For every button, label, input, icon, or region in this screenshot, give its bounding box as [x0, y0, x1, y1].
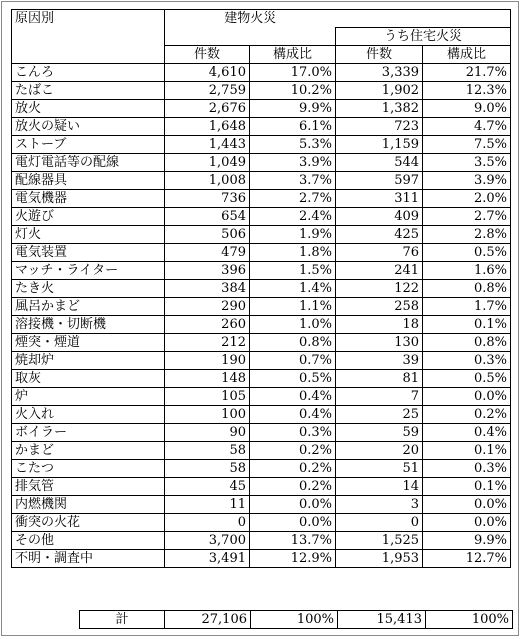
cause-cell: 排気管 [12, 478, 165, 496]
res-count-cell: 1,159 [336, 136, 423, 154]
ratio-cell: 12.9% [250, 550, 336, 568]
res-ratio-cell: 0.8% [423, 334, 511, 352]
table-row [12, 388, 511, 406]
cause-cell: ボイラー [12, 424, 165, 442]
res-count-cell: 1,902 [336, 82, 423, 100]
count-cell: 2,759 [165, 82, 250, 100]
res-count-cell: 1,953 [336, 550, 423, 568]
res-ratio-cell: 0.5% [423, 244, 511, 262]
table-row [12, 64, 511, 82]
ratio-cell: 10.2% [250, 82, 336, 100]
res-count-cell: 39 [336, 352, 423, 370]
res-ratio-cell: 1.6% [423, 262, 511, 280]
count-cell: 212 [165, 334, 250, 352]
res-count-cell: 723 [336, 118, 423, 136]
cause-cell: 風呂かまど [12, 298, 165, 316]
header-spacer [336, 10, 511, 28]
building-fire-header: 建物火災 [165, 10, 336, 28]
res-ratio-cell: 0.2% [423, 406, 511, 424]
table-row [12, 352, 511, 370]
ratio-cell: 0.2% [250, 460, 336, 478]
count-cell: 0 [165, 514, 250, 532]
res-ratio-cell: 4.7% [423, 118, 511, 136]
cause-cell: 火入れ [12, 406, 165, 424]
res-ratio-header: 構成比 [423, 46, 511, 64]
table-row [12, 334, 511, 352]
table-row [12, 514, 511, 532]
ratio-cell: 0.4% [250, 388, 336, 406]
table-row [12, 478, 511, 496]
ratio-cell: 0.3% [250, 424, 336, 442]
cause-cell: その他 [12, 532, 165, 550]
cause-cell: たき火 [12, 280, 165, 298]
res-count-cell: 409 [336, 208, 423, 226]
total-ratio: 100% [251, 611, 338, 629]
cause-cell: 内燃機関 [12, 496, 165, 514]
res-ratio-cell: 0.8% [423, 280, 511, 298]
ratio-cell: 1.1% [250, 298, 336, 316]
count-cell: 2,676 [165, 100, 250, 118]
cause-cell: 配線器具 [12, 172, 165, 190]
count-cell: 148 [165, 370, 250, 388]
cause-cell: マッチ・ライター [12, 262, 165, 280]
table-row [12, 550, 511, 568]
ratio-cell: 17.0% [250, 64, 336, 82]
total-row [80, 611, 513, 629]
res-ratio-cell: 0.5% [423, 370, 511, 388]
building-fire-header-spacer [165, 28, 336, 46]
count-cell: 58 [165, 442, 250, 460]
count-cell: 479 [165, 244, 250, 262]
table-row [12, 424, 511, 442]
total-table [79, 610, 513, 629]
table-row [12, 208, 511, 226]
res-ratio-cell: 0.3% [423, 460, 511, 478]
res-count-cell: 3,339 [336, 64, 423, 82]
table-row [12, 154, 511, 172]
res-count-cell: 76 [336, 244, 423, 262]
count-cell: 3,700 [165, 532, 250, 550]
table-row [12, 244, 511, 262]
res-ratio-cell: 3.9% [423, 172, 511, 190]
count-cell: 396 [165, 262, 250, 280]
cause-cell: こんろ [12, 64, 165, 82]
res-count-cell: 122 [336, 280, 423, 298]
count-cell: 45 [165, 478, 250, 496]
res-count-cell: 18 [336, 316, 423, 334]
count-cell: 105 [165, 388, 250, 406]
cause-header: 原因別 [12, 10, 165, 64]
table-row [12, 298, 511, 316]
res-ratio-cell: 12.3% [423, 82, 511, 100]
table-row [12, 118, 511, 136]
res-count-cell: 544 [336, 154, 423, 172]
res-ratio-cell: 2.8% [423, 226, 511, 244]
table-row [12, 496, 511, 514]
ratio-cell: 5.3% [250, 136, 336, 154]
cause-cell: こたつ [12, 460, 165, 478]
res-ratio-cell: 9.9% [423, 532, 511, 550]
ratio-cell: 1.8% [250, 244, 336, 262]
table-row [12, 370, 511, 388]
count-cell: 90 [165, 424, 250, 442]
fire-cause-table [11, 9, 511, 568]
ratio-cell: 9.9% [250, 100, 336, 118]
res-count-cell: 241 [336, 262, 423, 280]
cause-cell: 溶接機・切断機 [12, 316, 165, 334]
ratio-cell: 2.7% [250, 190, 336, 208]
residential-fire-header: うち住宅火災 [336, 28, 511, 46]
res-count-cell: 7 [336, 388, 423, 406]
count-cell: 58 [165, 460, 250, 478]
count-cell: 654 [165, 208, 250, 226]
table-row [12, 316, 511, 334]
ratio-cell: 1.9% [250, 226, 336, 244]
cause-cell: ストーブ [12, 136, 165, 154]
res-ratio-cell: 1.7% [423, 298, 511, 316]
ratio-cell: 1.5% [250, 262, 336, 280]
res-count-cell: 311 [336, 190, 423, 208]
table-row [12, 226, 511, 244]
ratio-cell: 0.2% [250, 478, 336, 496]
cause-cell: 放火の疑い [12, 118, 165, 136]
ratio-cell: 0.0% [250, 514, 336, 532]
res-ratio-cell: 2.7% [423, 208, 511, 226]
res-count-cell: 1,382 [336, 100, 423, 118]
res-ratio-cell: 2.0% [423, 190, 511, 208]
ratio-cell: 0.2% [250, 442, 336, 460]
cause-cell: 焼却炉 [12, 352, 165, 370]
res-ratio-cell: 0.1% [423, 478, 511, 496]
res-count-cell: 3 [336, 496, 423, 514]
ratio-cell: 2.4% [250, 208, 336, 226]
res-ratio-cell: 0.1% [423, 316, 511, 334]
table-row [12, 190, 511, 208]
res-count-header: 件数 [336, 46, 423, 64]
count-cell: 4,610 [165, 64, 250, 82]
count-cell: 506 [165, 226, 250, 244]
cause-cell: 電灯電話等の配線 [12, 154, 165, 172]
res-count-cell: 425 [336, 226, 423, 244]
cause-cell: 衝突の火花 [12, 514, 165, 532]
res-count-cell: 81 [336, 370, 423, 388]
res-count-cell: 59 [336, 424, 423, 442]
ratio-cell: 0.0% [250, 496, 336, 514]
ratio-cell: 0.7% [250, 352, 336, 370]
table-row [12, 460, 511, 478]
ratio-cell: 6.1% [250, 118, 336, 136]
count-cell: 11 [165, 496, 250, 514]
res-count-cell: 130 [336, 334, 423, 352]
count-cell: 260 [165, 316, 250, 334]
table-row [12, 280, 511, 298]
count-cell: 384 [165, 280, 250, 298]
total-count: 27,106 [165, 611, 251, 629]
count-cell: 3,491 [165, 550, 250, 568]
ratio-cell: 3.9% [250, 154, 336, 172]
count-cell: 190 [165, 352, 250, 370]
res-ratio-cell: 0.1% [423, 442, 511, 460]
cause-cell: 煙突・煙道 [12, 334, 165, 352]
res-count-cell: 597 [336, 172, 423, 190]
table-row [12, 82, 511, 100]
res-ratio-cell: 0.0% [423, 514, 511, 532]
table-row [12, 262, 511, 280]
count-cell: 1,049 [165, 154, 250, 172]
cause-cell: 不明・調査中 [12, 550, 165, 568]
cause-cell: 電気機器 [12, 190, 165, 208]
res-count-cell: 14 [336, 478, 423, 496]
count-cell: 1,443 [165, 136, 250, 154]
count-cell: 736 [165, 190, 250, 208]
ratio-cell: 1.4% [250, 280, 336, 298]
res-count-cell: 20 [336, 442, 423, 460]
table-row [12, 172, 511, 190]
res-count-cell: 25 [336, 406, 423, 424]
count-cell: 100 [165, 406, 250, 424]
total-label: 計 [80, 611, 165, 629]
ratio-cell: 1.0% [250, 316, 336, 334]
cause-cell: 火遊び [12, 208, 165, 226]
res-ratio-cell: 21.7% [423, 64, 511, 82]
count-cell: 1,008 [165, 172, 250, 190]
cause-cell: 炉 [12, 388, 165, 406]
total-res-count: 15,413 [338, 611, 426, 629]
table-row [12, 532, 511, 550]
res-ratio-cell: 9.0% [423, 100, 511, 118]
ratio-cell: 3.7% [250, 172, 336, 190]
cause-cell: 取灰 [12, 370, 165, 388]
ratio-header: 構成比 [250, 46, 336, 64]
res-ratio-cell: 12.7% [423, 550, 511, 568]
res-ratio-cell: 0.0% [423, 388, 511, 406]
ratio-cell: 13.7% [250, 532, 336, 550]
cause-cell: 放火 [12, 100, 165, 118]
res-ratio-cell: 3.5% [423, 154, 511, 172]
table-row [12, 136, 511, 154]
cause-cell: 電気装置 [12, 244, 165, 262]
total-res-ratio: 100% [426, 611, 513, 629]
cause-cell: 灯火 [12, 226, 165, 244]
ratio-cell: 0.8% [250, 334, 336, 352]
res-ratio-cell: 0.0% [423, 496, 511, 514]
res-ratio-cell: 0.3% [423, 352, 511, 370]
res-count-cell: 51 [336, 460, 423, 478]
count-cell: 1,648 [165, 118, 250, 136]
res-ratio-cell: 0.4% [423, 424, 511, 442]
res-count-cell: 0 [336, 514, 423, 532]
cause-cell: たばこ [12, 82, 165, 100]
ratio-cell: 0.4% [250, 406, 336, 424]
count-header: 件数 [165, 46, 250, 64]
table-row [12, 442, 511, 460]
ratio-cell: 0.5% [250, 370, 336, 388]
table-row [12, 100, 511, 118]
res-count-cell: 1,525 [336, 532, 423, 550]
count-cell: 290 [165, 298, 250, 316]
res-count-cell: 258 [336, 298, 423, 316]
table-row [12, 406, 511, 424]
cause-cell: かまど [12, 442, 165, 460]
res-ratio-cell: 7.5% [423, 136, 511, 154]
